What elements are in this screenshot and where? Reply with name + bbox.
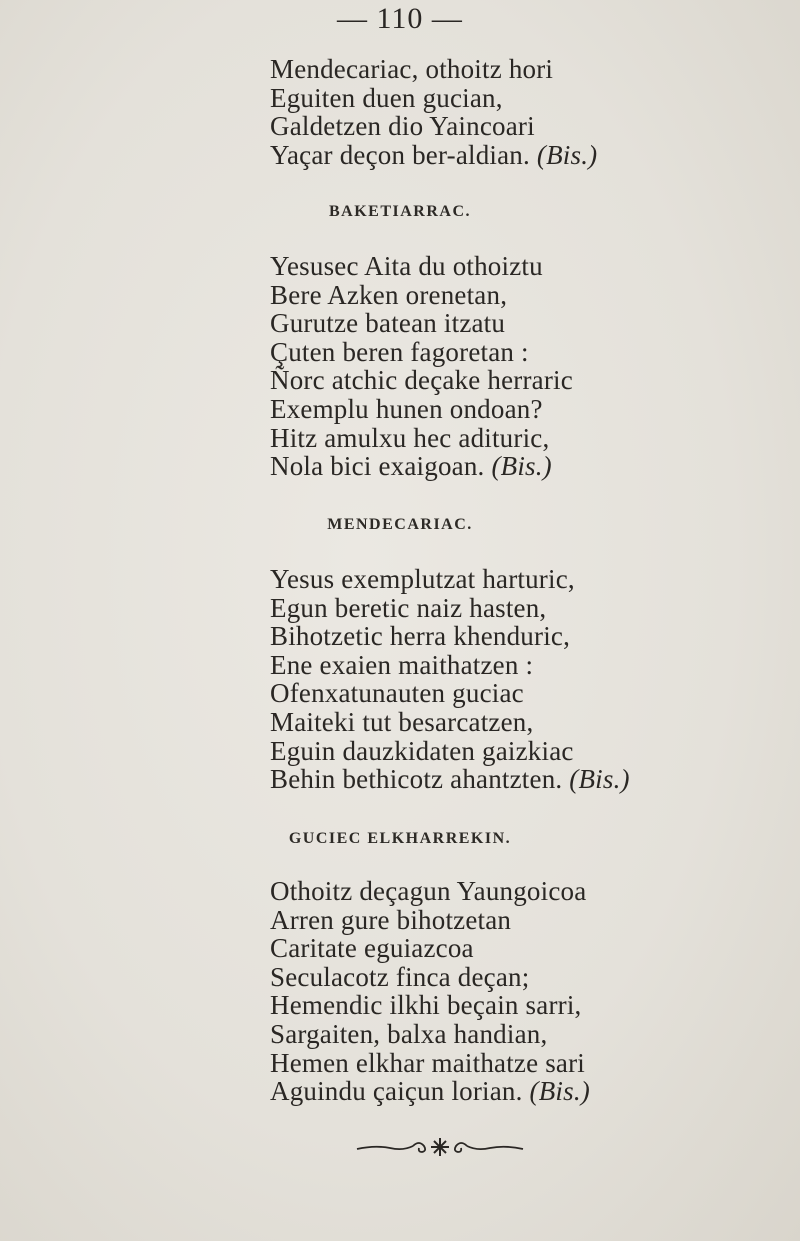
stanza-4	[270, 877, 590, 1106]
verse-line: Yesusec Aita du othoiztu	[270, 251, 543, 281]
verse-line: Aguindu çaiçun lorian. (Bis.)	[270, 1076, 590, 1107]
verse-line: Çuten beren fagoretan :	[270, 336, 529, 367]
verse-line: Eguiten duen gucian,	[270, 82, 503, 113]
verse-line: Othoitz deçagun Yaungoicoa	[270, 876, 587, 906]
verse-line: Ene exaien maithatzen :	[270, 649, 534, 680]
verse-line: Maiteki tut besarcatzen,	[270, 706, 534, 737]
section-heading: GUCIEC ELKHARREKIN.	[288, 830, 512, 847]
verse-line: Exemplu hunen ondoan?	[270, 393, 543, 424]
verse-line: Ñorc atchic deçake herraric	[270, 365, 573, 396]
refrain-mark: (Bis.)	[536, 139, 598, 170]
verse-line: Seculacotz finca deçan;	[270, 961, 530, 992]
verse-line: Hemendic ilkhi beçain sarri,	[270, 990, 582, 1021]
verse-line: Nola bici exaigoan. (Bis.)	[270, 451, 552, 482]
verse-line: Behin bethicotz ahantzten. (Bis.)	[270, 764, 630, 795]
refrain-mark: (Bis.)	[529, 1076, 590, 1107]
refrain-mark: (Bis.)	[491, 451, 552, 482]
verse-line: Ofenxatunauten guciac	[270, 678, 524, 709]
verse-line: Galdetzen dio Yaincoari	[270, 111, 535, 142]
section-heading: MENDECARIAC.	[327, 516, 473, 533]
verse-line: Hitz amulxu hec adituric,	[270, 422, 550, 453]
verse-line: Mendecariac, othoitz hori	[270, 54, 554, 84]
verse-line: Eguin dauzkidaten gaizkiac	[270, 735, 574, 766]
verse-line: Arren gure bihotzetan	[270, 904, 512, 935]
verse-line: Hemen elkhar maithatze sari	[270, 1047, 586, 1078]
verse-line: Sargaiten, balxa handian,	[270, 1018, 548, 1049]
stanza-3	[270, 565, 630, 794]
verse-line: Yesus exemplutzat harturic,	[270, 564, 575, 594]
flourish-ornament-icon	[355, 1132, 525, 1162]
section-heading: BAKETIARRAC.	[328, 203, 471, 220]
verse-line: Bihotzetic herra khenduric,	[270, 621, 571, 652]
verse-line: Egun beretic naiz hasten,	[270, 592, 547, 623]
stanza-1	[270, 55, 597, 169]
refrain-mark: (Bis.)	[569, 764, 630, 795]
verse-line: Bere Azken orenetan,	[270, 279, 508, 310]
page-number: — 110 —	[337, 2, 463, 35]
verse-line: Gurutze batean itzatu	[270, 308, 506, 339]
stanza-2	[270, 252, 573, 481]
verse-line: Yaçar deçon ber-aldian. (Bis.)	[270, 139, 598, 170]
verse-line: Caritate eguiazcoa	[270, 933, 474, 964]
